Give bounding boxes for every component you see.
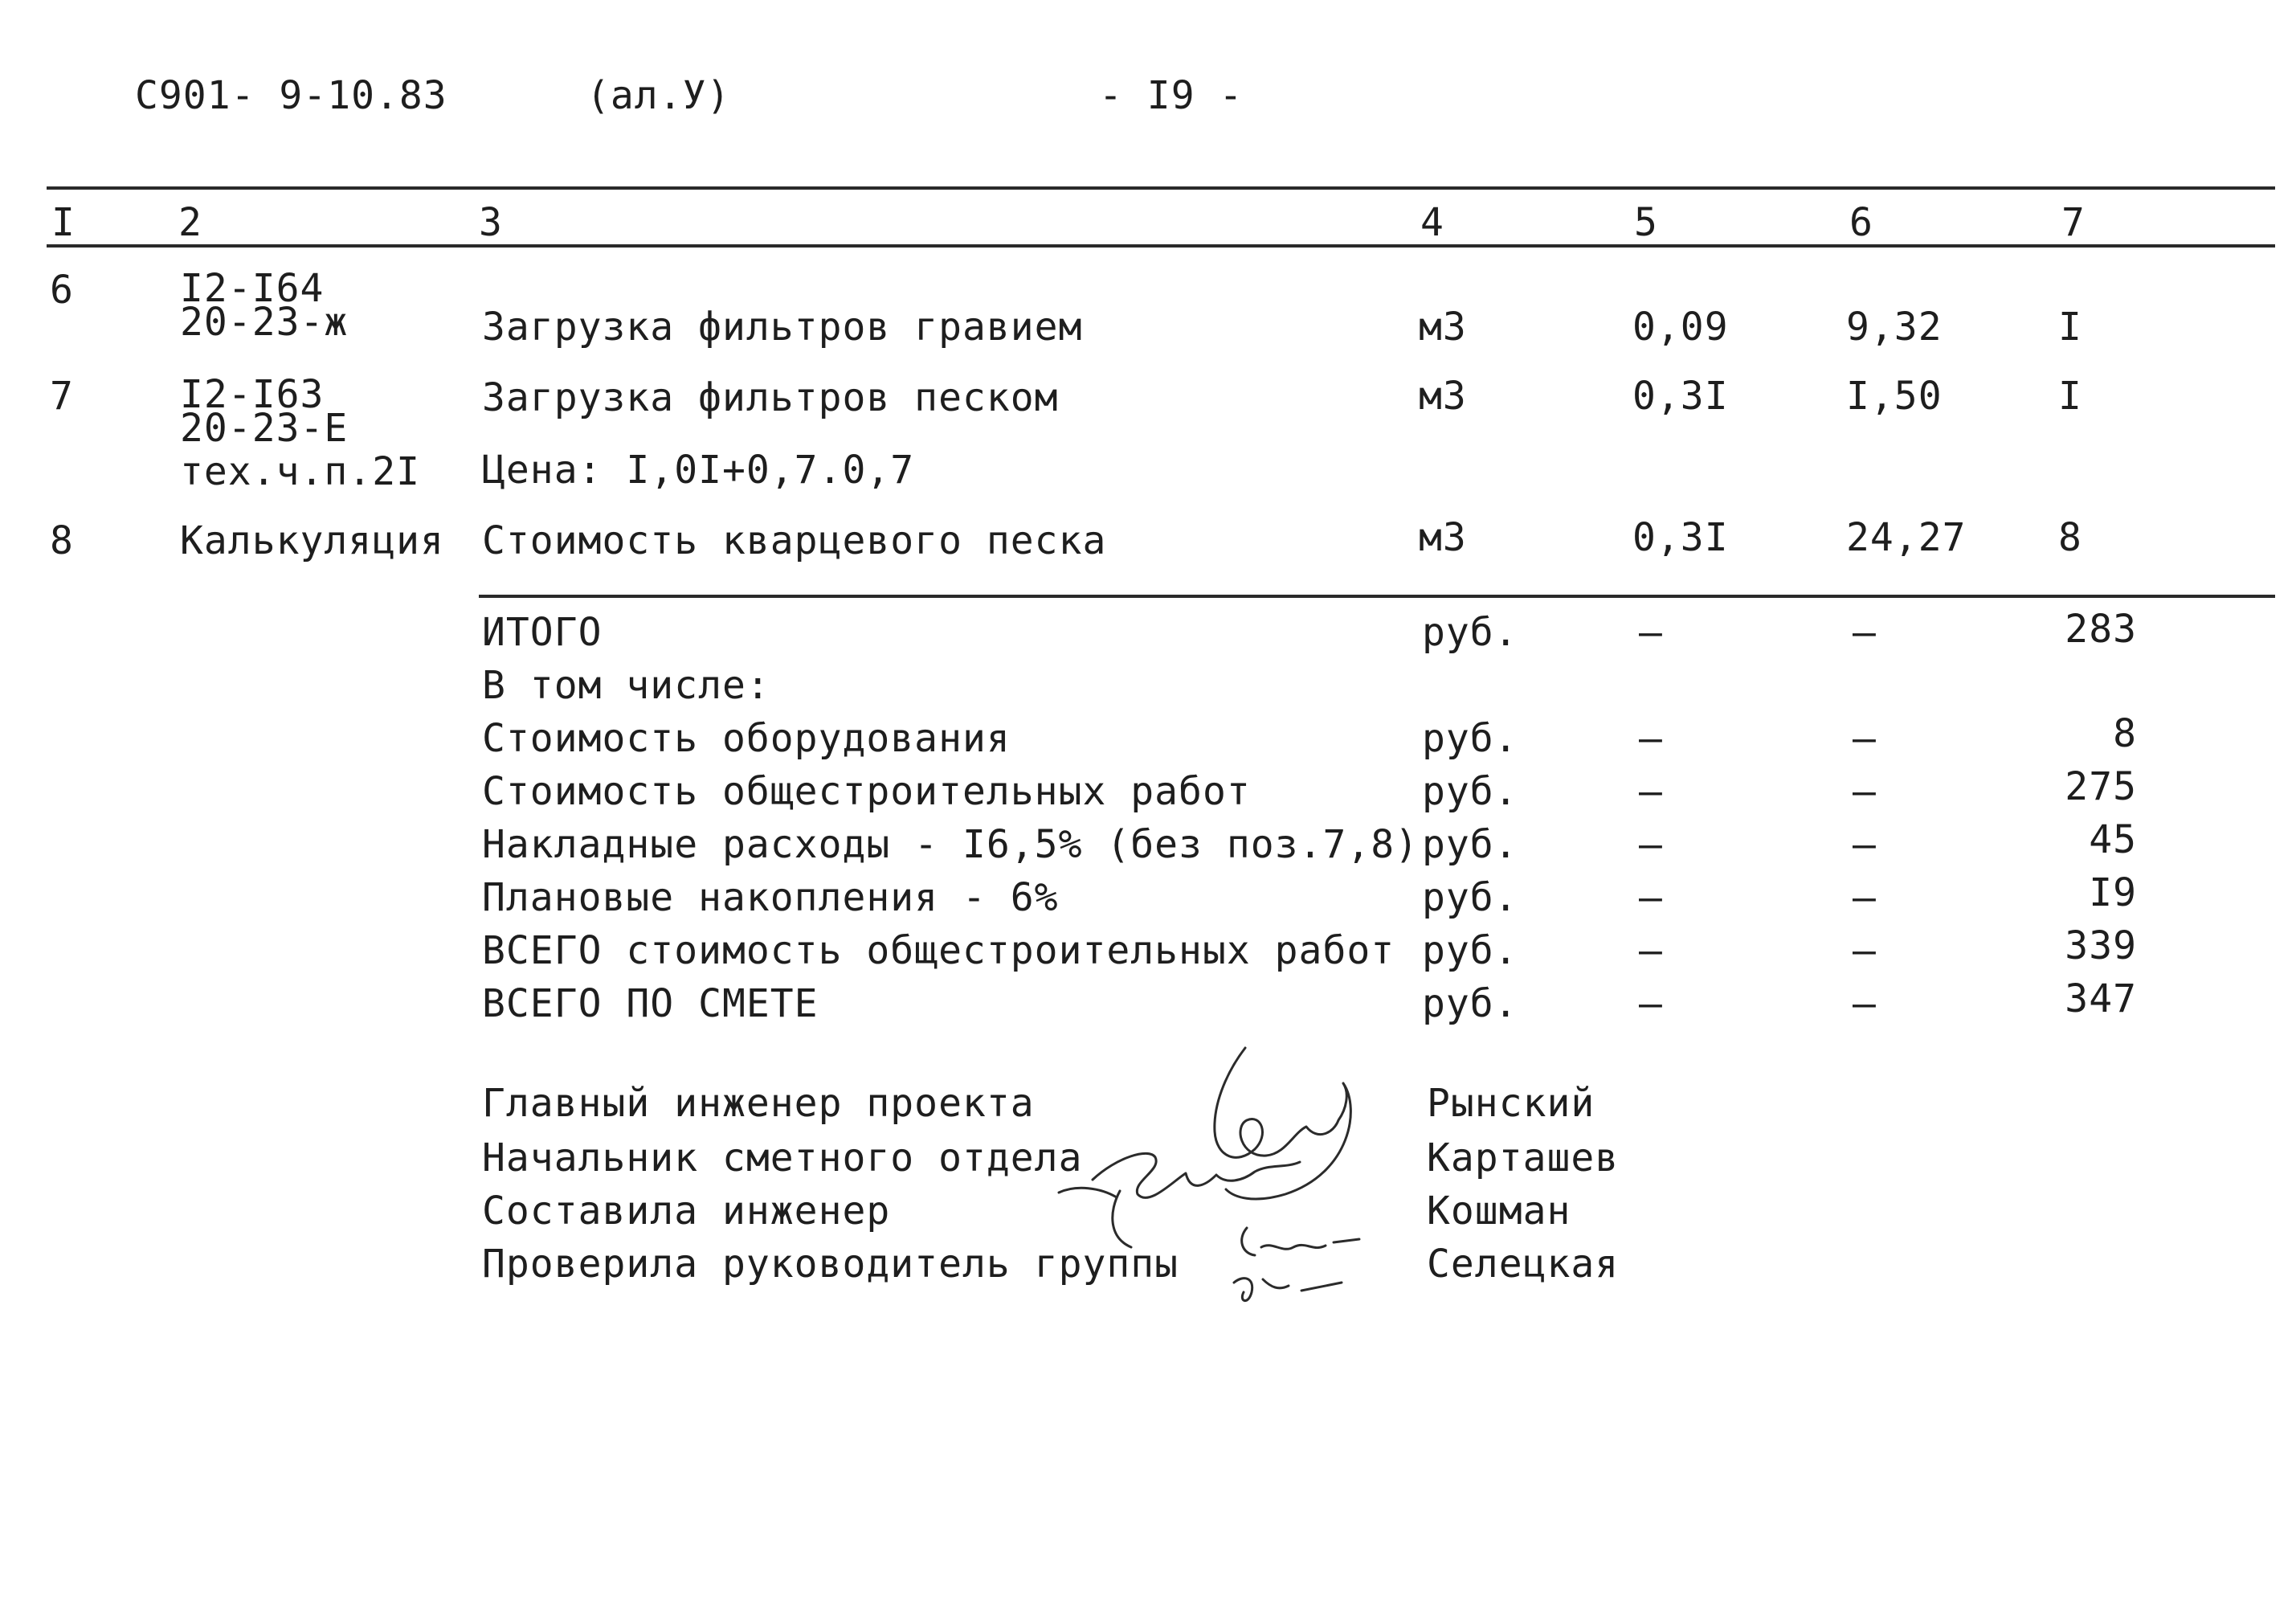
row-6-code-line-1: I2-I64 xyxy=(180,266,325,311)
handwritten-signatures xyxy=(1044,1037,1382,1310)
column-number-1: I xyxy=(51,200,76,245)
signature-chief-engineer xyxy=(1215,1048,1350,1199)
summary-planned-savings-label: Плановые накопления - 6% xyxy=(482,875,1059,920)
signatory-1-name: Рынский xyxy=(1427,1081,1595,1126)
summary-grand-total-total: 347 xyxy=(2065,976,2137,1021)
row-7-code-line-2: 20-23-Е xyxy=(180,406,349,451)
row-6-code-line-2: 20-23-ж xyxy=(180,300,349,345)
row-7-name: Загрузка фильтров песком xyxy=(482,375,1059,420)
summary-total-construction-label: ВСЕГО стоимость общестроительных работ xyxy=(482,928,1395,973)
summary-grand-total-qty: – xyxy=(1639,981,1663,1026)
summary-itogo-qty: – xyxy=(1639,610,1663,655)
row-6-unit-price: 9,32 xyxy=(1846,305,1943,350)
table-top-rule xyxy=(47,186,2275,190)
row-6-unit: м3 xyxy=(1419,305,1467,350)
row-7-quantity: 0,3I xyxy=(1632,374,1729,419)
row-7-price-formula: Цена: I,0I+0,7.0,7 xyxy=(482,448,915,493)
summary-overhead-total: 45 xyxy=(2089,817,2137,862)
row-7-unit-price: I,50 xyxy=(1846,374,1943,419)
summary-construction-qty: – xyxy=(1639,769,1663,814)
summary-total-construction-qty: – xyxy=(1639,928,1663,973)
signature-head-estimate-dept xyxy=(1059,1153,1300,1197)
column-number-3: 3 xyxy=(479,200,503,245)
summary-overhead-price: – xyxy=(1853,822,1877,867)
signatory-3-role: Составила инженер xyxy=(482,1189,891,1234)
column-number-4: 4 xyxy=(1420,200,1444,245)
summary-construction-unit: руб. xyxy=(1422,769,1518,814)
summary-itogo-label: ИТОГО xyxy=(482,610,603,655)
summary-construction-label: Стоимость общестроительных работ xyxy=(482,769,1251,814)
summary-grand-total-price: – xyxy=(1853,981,1877,1026)
column-number-6: 6 xyxy=(1849,200,1873,245)
summary-equipment-price: – xyxy=(1853,716,1877,761)
row-8-position: 8 xyxy=(50,518,74,563)
page-number: - I9 - xyxy=(1099,73,1244,118)
signatory-1-role: Главный инженер проекта xyxy=(482,1081,1035,1126)
row-6-total: I xyxy=(2058,305,2082,350)
summary-planned-savings-unit: руб. xyxy=(1422,875,1518,920)
row-6-position: 6 xyxy=(50,268,74,313)
summary-equipment-total: 8 xyxy=(2113,711,2137,756)
row-6-name: Загрузка фильтров гравием xyxy=(482,305,1083,350)
column-number-7: 7 xyxy=(2061,200,2086,245)
summary-itogo-price: – xyxy=(1853,610,1877,655)
summary-construction-total: 275 xyxy=(2065,764,2137,809)
album-number: (ал.У) xyxy=(586,73,731,118)
signatory-3-name: Кошман xyxy=(1427,1189,1571,1234)
row-8-unit-price: 24,27 xyxy=(1846,515,1967,560)
summary-overhead-qty: – xyxy=(1639,822,1663,867)
summary-equipment-label: Стоимость оборудования xyxy=(482,716,1011,761)
row-7-unit: м3 xyxy=(1419,374,1467,419)
row-7-position: 7 xyxy=(50,374,74,419)
row-7-code-line-1: I2-I63 xyxy=(180,372,325,417)
summary-planned-savings-total: I9 xyxy=(2089,870,2137,915)
summary-overhead-unit: руб. xyxy=(1422,822,1518,867)
summary-total-construction-unit: руб. xyxy=(1422,928,1518,973)
row-7-code-line-3: тех.ч.п.2I xyxy=(180,449,420,494)
summary-grand-total-label: ВСЕГО ПО СМЕТЕ xyxy=(482,981,819,1026)
signatory-4-name: Селецкая xyxy=(1427,1242,1620,1287)
summary-equipment-qty: – xyxy=(1639,716,1663,761)
row-8-total: 8 xyxy=(2058,515,2082,560)
signatory-2-name: Карташев xyxy=(1427,1135,1620,1180)
summary-total-construction-total: 339 xyxy=(2065,923,2137,968)
row-8-unit: м3 xyxy=(1419,515,1467,560)
summary-overhead-label: Накладные расходы - I6,5% (без поз.7,8) xyxy=(482,822,1420,867)
signature-checker xyxy=(1234,1279,1342,1301)
row-8-code: Калькуляция xyxy=(180,518,444,563)
row-8-name: Стоимость кварцевого песка xyxy=(482,518,1107,563)
summary-construction-price: – xyxy=(1853,769,1877,814)
summary-itogo-total: 283 xyxy=(2065,607,2137,652)
summary-including-label: В том числе: xyxy=(482,663,770,708)
column-number-2: 2 xyxy=(178,200,202,245)
signature-compiler xyxy=(1242,1228,1359,1255)
row-7-total: I xyxy=(2058,374,2082,419)
summary-planned-savings-qty: – xyxy=(1639,875,1663,920)
document-code: С901- 9-10.83 xyxy=(135,73,447,118)
header-bottom-rule xyxy=(47,244,2275,248)
summary-rule xyxy=(479,595,2275,598)
summary-equipment-unit: руб. xyxy=(1422,716,1518,761)
signatory-2-role: Начальник сметного отдела xyxy=(482,1135,1083,1180)
summary-itogo-unit: руб. xyxy=(1422,610,1518,655)
row-6-quantity: 0,09 xyxy=(1632,305,1729,350)
signatory-4-role: Проверила руководитель группы xyxy=(482,1242,1179,1287)
summary-planned-savings-price: – xyxy=(1853,875,1877,920)
summary-total-construction-price: – xyxy=(1853,928,1877,973)
summary-grand-total-unit: руб. xyxy=(1422,981,1518,1026)
signature-hook xyxy=(1113,1191,1131,1247)
column-number-5: 5 xyxy=(1634,200,1658,245)
row-8-quantity: 0,3I xyxy=(1632,515,1729,560)
